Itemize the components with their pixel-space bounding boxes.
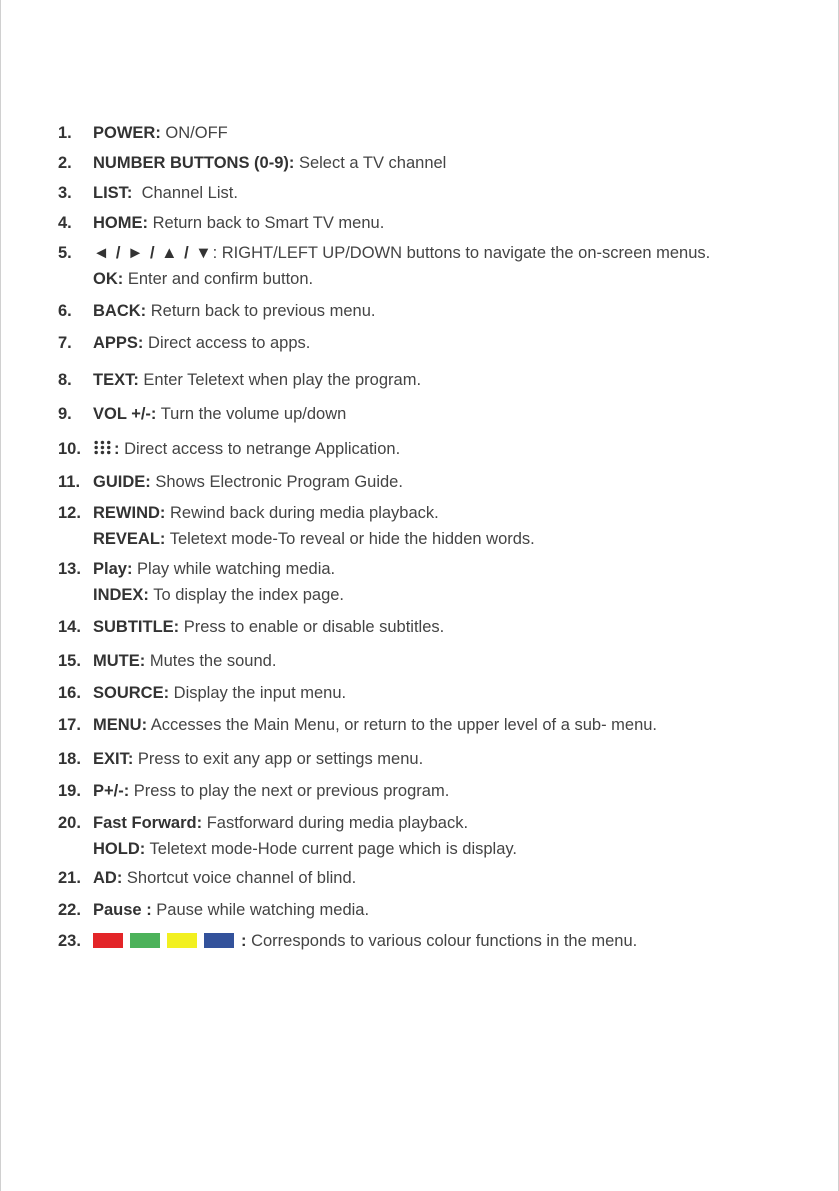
item-desc: Turn the volume up/down: [156, 405, 347, 423]
item-line: [93, 301, 375, 321]
item-label: MUTE:: [93, 652, 146, 670]
item-line: [93, 651, 276, 671]
item-desc: Pause while watching media.: [151, 901, 370, 919]
item-label: GUIDE:: [93, 473, 151, 491]
item-number: 7.: [58, 334, 72, 352]
item-desc: Press to enable or disable subtitles.: [179, 618, 445, 636]
item-desc: Fastforward during media playback.: [202, 814, 469, 832]
item-number: 21.: [58, 869, 81, 887]
item-number: 10.: [58, 440, 81, 458]
item-desc: Press to play the next or previous program.: [129, 782, 450, 800]
item-desc: Corresponds to various colour functions in the menu.: [246, 932, 638, 950]
item-line: [93, 153, 446, 173]
item-label: AD:: [93, 869, 123, 887]
item-number: 9.: [58, 405, 72, 423]
item-label: Play:: [93, 560, 133, 578]
item-number: 4.: [58, 214, 72, 232]
item-desc: Enter and confirm button.: [123, 270, 314, 288]
item-label: EXIT:: [93, 750, 134, 768]
item-number: 1.: [58, 124, 72, 142]
item-label: REWIND:: [93, 504, 166, 522]
item-line: [93, 213, 384, 233]
item-desc: Mutes the sound.: [145, 652, 277, 670]
item-line: [93, 617, 444, 637]
item-desc: Teletext mode-To reveal or hide the hidden words.: [165, 530, 535, 548]
red-key-swatch: [93, 933, 123, 948]
item-label: HOME:: [93, 214, 148, 232]
item-line: [93, 749, 423, 769]
item-line: [93, 900, 369, 920]
item-label: SUBTITLE:: [93, 618, 180, 636]
item-number: 14.: [58, 618, 81, 636]
item-number: 23.: [58, 932, 81, 950]
item-line: [93, 123, 228, 143]
item-number: 12.: [58, 504, 81, 522]
item-number: 20.: [58, 814, 81, 832]
item-desc: Return back to previous menu.: [146, 302, 376, 320]
item-number: 3.: [58, 184, 72, 202]
item-number: 18.: [58, 750, 81, 768]
item-label: HOLD:: [93, 840, 146, 858]
item-desc: Direct access to netrange Application.: [119, 440, 401, 458]
item-desc: Teletext mode-Hode current page which is display.: [145, 840, 517, 858]
item-number: 13.: [58, 560, 81, 578]
item-desc: Shows Electronic Program Guide.: [150, 473, 403, 491]
item-desc: Play while watching media.: [132, 560, 336, 578]
item-number: 19.: [58, 782, 81, 800]
item-label: NUMBER BUTTONS (0-9):: [93, 154, 295, 172]
item-line: [93, 183, 238, 203]
item-line: [93, 715, 657, 735]
item-desc: Return back to Smart TV menu.: [148, 214, 385, 232]
item-desc: Direct access to apps.: [143, 334, 311, 352]
item-desc: Rewind back during media playback.: [165, 504, 439, 522]
item-label: INDEX:: [93, 586, 149, 604]
item-line-2: [93, 839, 517, 859]
item-line: [93, 868, 356, 888]
item-line: [93, 333, 310, 353]
item-label: BACK:: [93, 302, 147, 320]
item-number: 15.: [58, 652, 81, 670]
item-desc: Enter Teletext when play the program.: [138, 371, 422, 389]
item-number: 6.: [58, 302, 72, 320]
item-label: VOL +/-:: [93, 405, 157, 423]
item-desc: : RIGHT/LEFT UP/DOWN buttons to navigate the on-screen menus.: [212, 244, 711, 262]
item-line: [93, 472, 403, 492]
item-number: 5.: [58, 244, 72, 262]
item-label: MENU:: [93, 716, 148, 734]
item-desc: Press to exit any app or settings menu.: [133, 750, 424, 768]
item-number: 22.: [58, 901, 81, 919]
item-label: OK:: [93, 270, 124, 288]
item-line: [93, 559, 335, 579]
item-line: [93, 683, 346, 703]
item-line: [93, 781, 449, 801]
item-label: TEXT:: [93, 371, 139, 389]
yellow-key-swatch: [167, 933, 197, 948]
item-line-2: [93, 269, 313, 289]
item-line-2: [93, 585, 344, 605]
item-line: [93, 243, 710, 263]
green-key-swatch: [130, 933, 160, 948]
item-number: 8.: [58, 371, 72, 389]
item-label: REVEAL:: [93, 530, 166, 548]
item-desc: Select a TV channel: [294, 154, 447, 172]
item-number: 16.: [58, 684, 81, 702]
item-label: P+/-:: [93, 782, 130, 800]
item-label: LIST:: [93, 184, 133, 202]
item-label: :: [114, 440, 120, 458]
item-label: Fast Forward:: [93, 814, 203, 832]
item-line: [93, 931, 637, 951]
item-label: APPS:: [93, 334, 144, 352]
blue-key-swatch: [204, 933, 234, 948]
item-line-2: [93, 529, 535, 549]
item-desc: Display the input menu.: [169, 684, 347, 702]
item-number: 17.: [58, 716, 81, 734]
item-desc: Accesses the Main Menu, or return to the upper level of a sub- menu.: [147, 716, 658, 734]
item-label: SOURCE:: [93, 684, 170, 702]
item-desc: Channel List.: [132, 184, 238, 202]
item-desc: ON/OFF: [160, 124, 228, 142]
item-line: [93, 404, 346, 424]
item-label: :: [241, 932, 247, 950]
item-number: 2.: [58, 154, 72, 172]
item-desc: To display the index page.: [148, 586, 345, 604]
item-label: Pause :: [93, 901, 152, 919]
item-number: 11.: [58, 473, 81, 491]
item-line: [93, 439, 400, 459]
item-desc: Shortcut voice channel of blind.: [122, 869, 357, 887]
item-line: [93, 813, 468, 833]
item-line: [93, 370, 421, 390]
item-line: [93, 503, 439, 523]
arrow-keys-icon: ◄ / ► / ▲ / ▼: [93, 244, 213, 262]
grid-dots-icon: [93, 440, 112, 455]
item-label: POWER:: [93, 124, 161, 142]
